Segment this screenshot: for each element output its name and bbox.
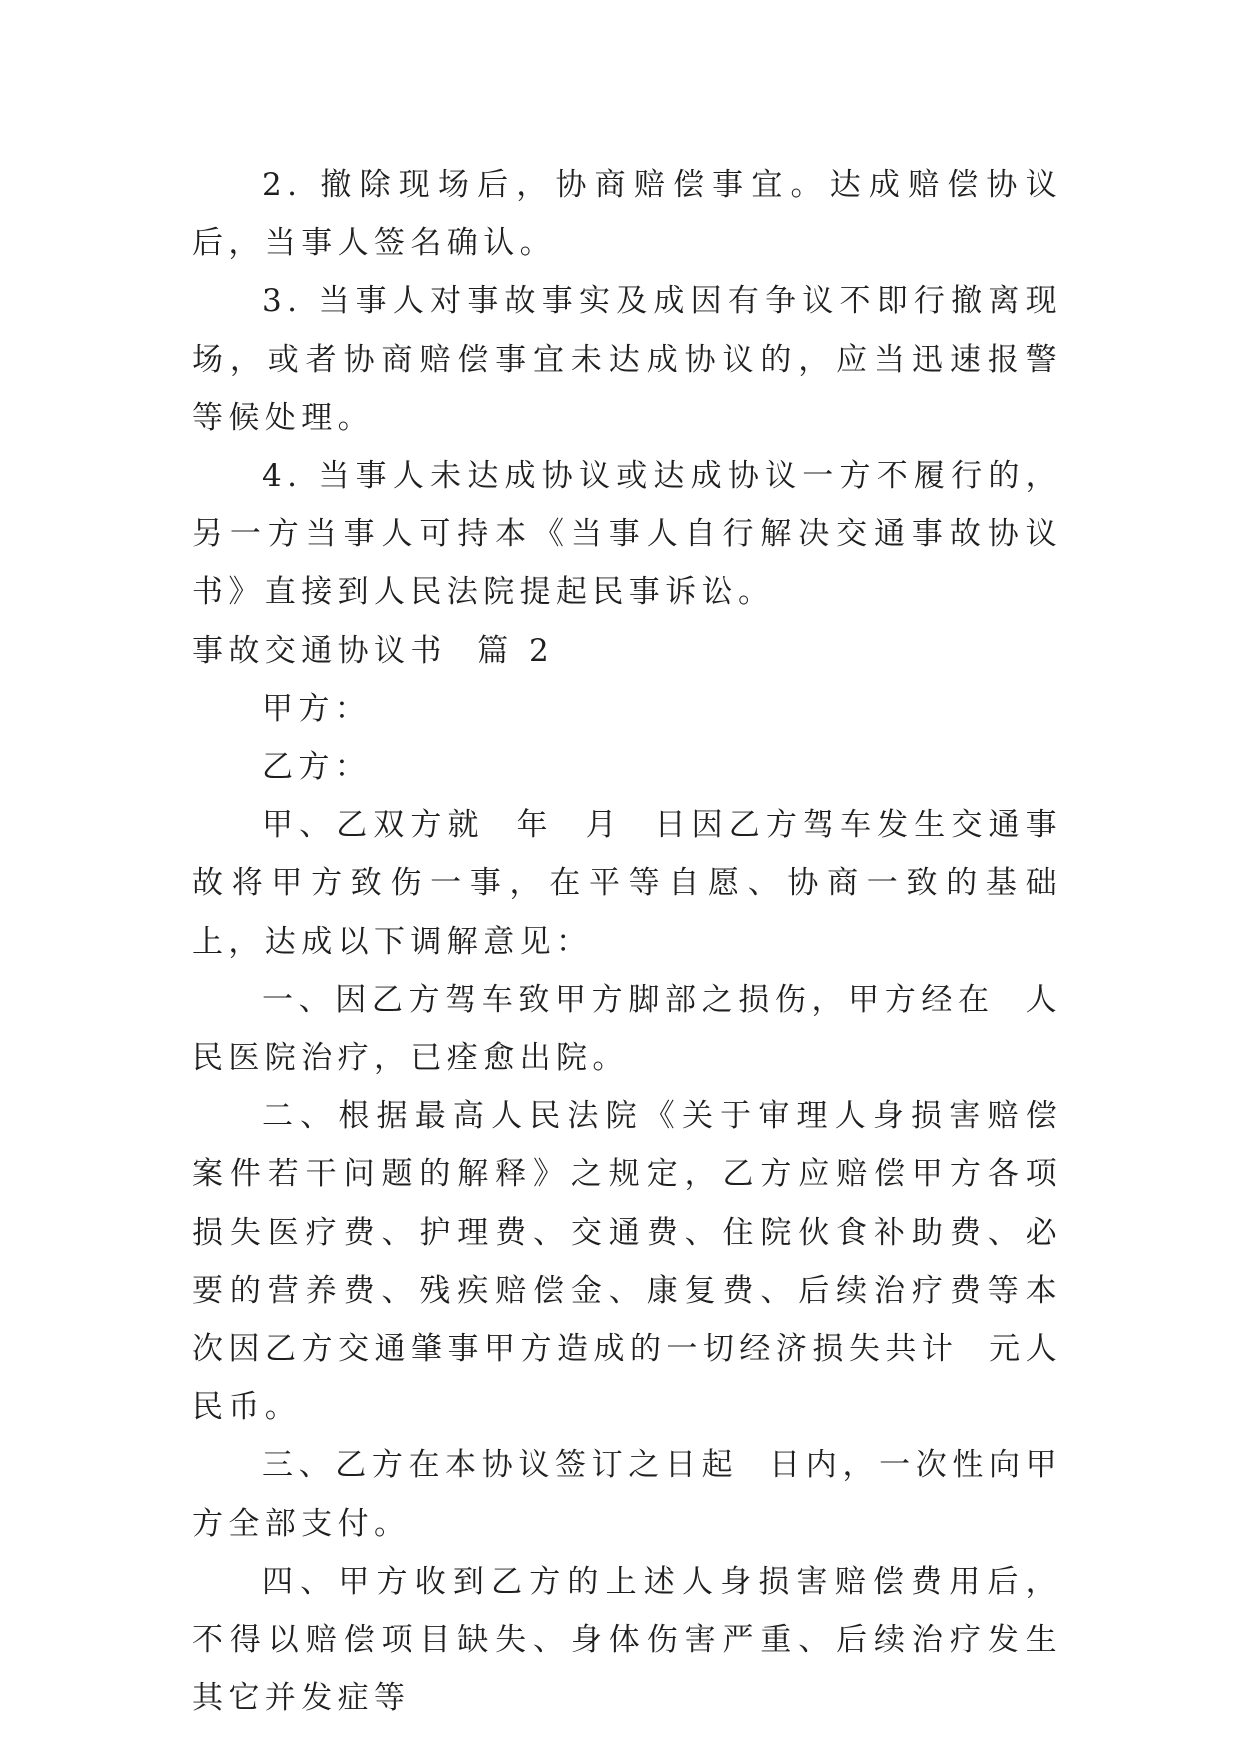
document-body (192, 156, 1062, 1727)
article-4-paragraph: 四、甲方收到乙方的上述人身损害赔偿费用后，不得以赔偿项目缺失、身体伤害严重、后续治疗发生其它并发症等 (192, 1563, 1062, 1717)
clause-4-paragraph: 4. 当事人未达成协议或达成协议一方不履行的，另一方当事人可持本《当事人自行解决交通事故协议书》直接到人民法院提起民事诉讼。 (192, 458, 1062, 611)
clause-3-paragraph: 3. 当事人对事故事实及成因有争议不即行撤离现场，或者协商赔偿事宜未达成协议的，应当迅速报警等候处理。 (192, 283, 1062, 436)
section-heading: 事故交通协议书 篇 2 (192, 632, 555, 669)
article-1-paragraph: 一、因乙方驾车致甲方脚部之损伤，甲方经在 人民医院治疗，已痊愈出院。 (192, 981, 1062, 1077)
party-b-line: 乙方： (262, 749, 372, 786)
article-2-paragraph: 二、根据最高人民法院《关于审理人身损害赔偿案件若干问题的解释》之规定，乙方应赔偿甲方各项损失医疗费、护理费、交通费、住院伙食补助费、必要的营养费、残疾赔偿金、康复费、后续治疗费等本次因乙方交通肇事甲方造成的一切经济损失共计 元人民币。 (192, 1098, 1062, 1426)
article-3-paragraph: 三、乙方在本协议签订之日起 日内，一次性向甲方全部支付。 (192, 1447, 1062, 1542)
preamble-paragraph: 甲、乙双方就 年 月 日因乙方驾车发生交通事故将甲方致伤一事，在平等自愿、协商一致的基础上，达成以下调解意见： (192, 807, 1062, 960)
party-a-line: 甲方： (262, 690, 372, 727)
clause-2-paragraph: 2. 撤除现场后，协商赔偿事宜。达成赔偿协议后，当事人签名确认。 (192, 167, 1062, 262)
